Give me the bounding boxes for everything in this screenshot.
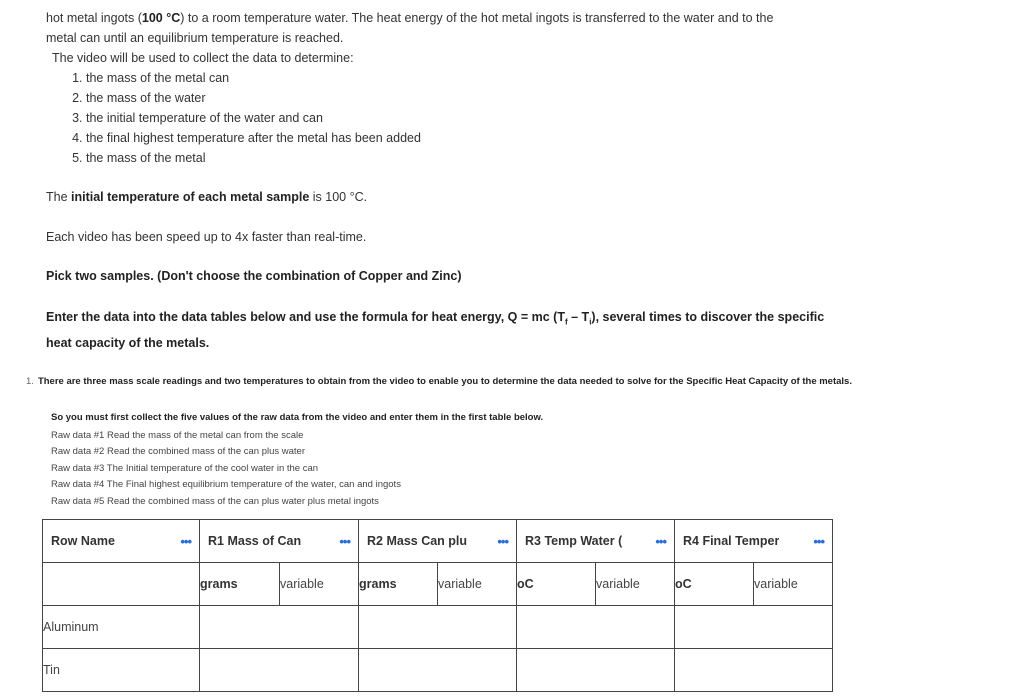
column-menu-icon[interactable]: ••• [813, 533, 824, 549]
intro-temp-bold: 100 °C [141, 11, 181, 25]
list-item: 3. the initial temperature of the water and can [86, 108, 806, 128]
intro-line-2: metal can until an equilibrium temperature is reached. [46, 31, 344, 45]
type-cell[interactable]: variable [438, 563, 517, 606]
units-row-name-cell [43, 563, 200, 606]
pick-samples-note: Pick two samples. (Don't choose the combination of Copper and Zinc) [46, 269, 462, 283]
data-cell[interactable] [200, 649, 359, 692]
data-cell[interactable] [359, 606, 517, 649]
unit-cell[interactable]: grams [200, 563, 280, 606]
data-cell[interactable] [200, 606, 359, 649]
table-row [43, 649, 833, 692]
units-row [43, 563, 833, 606]
table-row [43, 606, 833, 649]
data-cell[interactable] [675, 606, 833, 649]
raw-data-line: Raw data #2 Read the combined mass of the can plus water [51, 446, 306, 458]
raw-data-line: Raw data #5 Read the combined mass of the can plus water plus metal ingots [51, 495, 379, 507]
question-1 [26, 376, 852, 387]
type-cell[interactable]: variable [596, 563, 675, 606]
unit-cell[interactable]: grams [359, 563, 438, 606]
table-header-row [43, 520, 833, 563]
speed-note: Each video has been speed up to 4x faster than real-time. [46, 230, 367, 244]
intro-section [46, 8, 806, 168]
column-menu-icon[interactable]: ••• [180, 533, 191, 549]
column-header-r2: R2 Mass Can plu ••• [359, 520, 517, 563]
raw-data-instructions [51, 410, 543, 511]
raw-data-line: Raw data #3 The Initial temperature of the cool water in the can [51, 462, 319, 474]
initial-temp-note: The initial temperature of each metal sample is 100 °C. [46, 190, 368, 204]
row-name-cell: Aluminum [43, 606, 200, 649]
data-cell[interactable] [517, 606, 675, 649]
column-menu-icon[interactable]: ••• [655, 533, 666, 549]
column-menu-icon[interactable]: ••• [339, 533, 350, 549]
type-cell[interactable]: variable [754, 563, 833, 606]
intro-line-1: hot metal ingots (100 °C) to a room temperature water. The heat energy of the hot metal ingots is transferred to the water and to the [46, 11, 774, 25]
question-text: There are three mass scale readings and two temperatures to obtain from the video to enable you to determine the data needed to solve for the Specific Heat Capacity of the metals. [37, 376, 852, 387]
list-item: 2. the mass of the water [86, 88, 806, 108]
unit-cell[interactable]: oC [517, 563, 596, 606]
list-item: 1. the mass of the metal can [86, 68, 806, 88]
raw-data-table [42, 519, 833, 692]
column-header-r1: R1 Mass of Can ••• [200, 520, 359, 563]
column-header-r4: R4 Final Temper ••• [675, 520, 833, 563]
data-cell[interactable] [517, 649, 675, 692]
column-header-r3: R3 Temp Water ( ••• [517, 520, 675, 563]
data-cell[interactable] [359, 649, 517, 692]
raw-data-line: Raw data #4 The Final highest equilibrium temperature of the water, can and ingots [51, 479, 401, 491]
list-item: 4. the final highest temperature after the metal has been added [86, 128, 806, 148]
formula-instructions: Enter the data into the data tables below and use the formula for heat energy, Q = mc $(T_f - T_i)$, several times to discover the specific heat capacity of the metals. [46, 310, 825, 350]
determine-list [46, 68, 806, 168]
column-header-row-name: Row Name ••• [43, 520, 200, 563]
type-cell[interactable]: variable [280, 563, 359, 606]
intro-line-3: The video will be used to collect the data to determine: [52, 51, 354, 65]
question-number: 1. [26, 376, 34, 387]
column-menu-icon[interactable]: ••• [497, 533, 508, 549]
row-name-cell: Tin [43, 649, 200, 692]
raw-data-line: Raw data #1 Read the mass of the metal can from the scale [51, 429, 304, 441]
raw-data-heading: So you must first collect the five values of the raw data from the video and enter them in the first table below. [51, 412, 544, 423]
list-item: 5. the mass of the metal [86, 148, 806, 168]
data-cell[interactable] [675, 649, 833, 692]
unit-cell[interactable]: oC [675, 563, 754, 606]
